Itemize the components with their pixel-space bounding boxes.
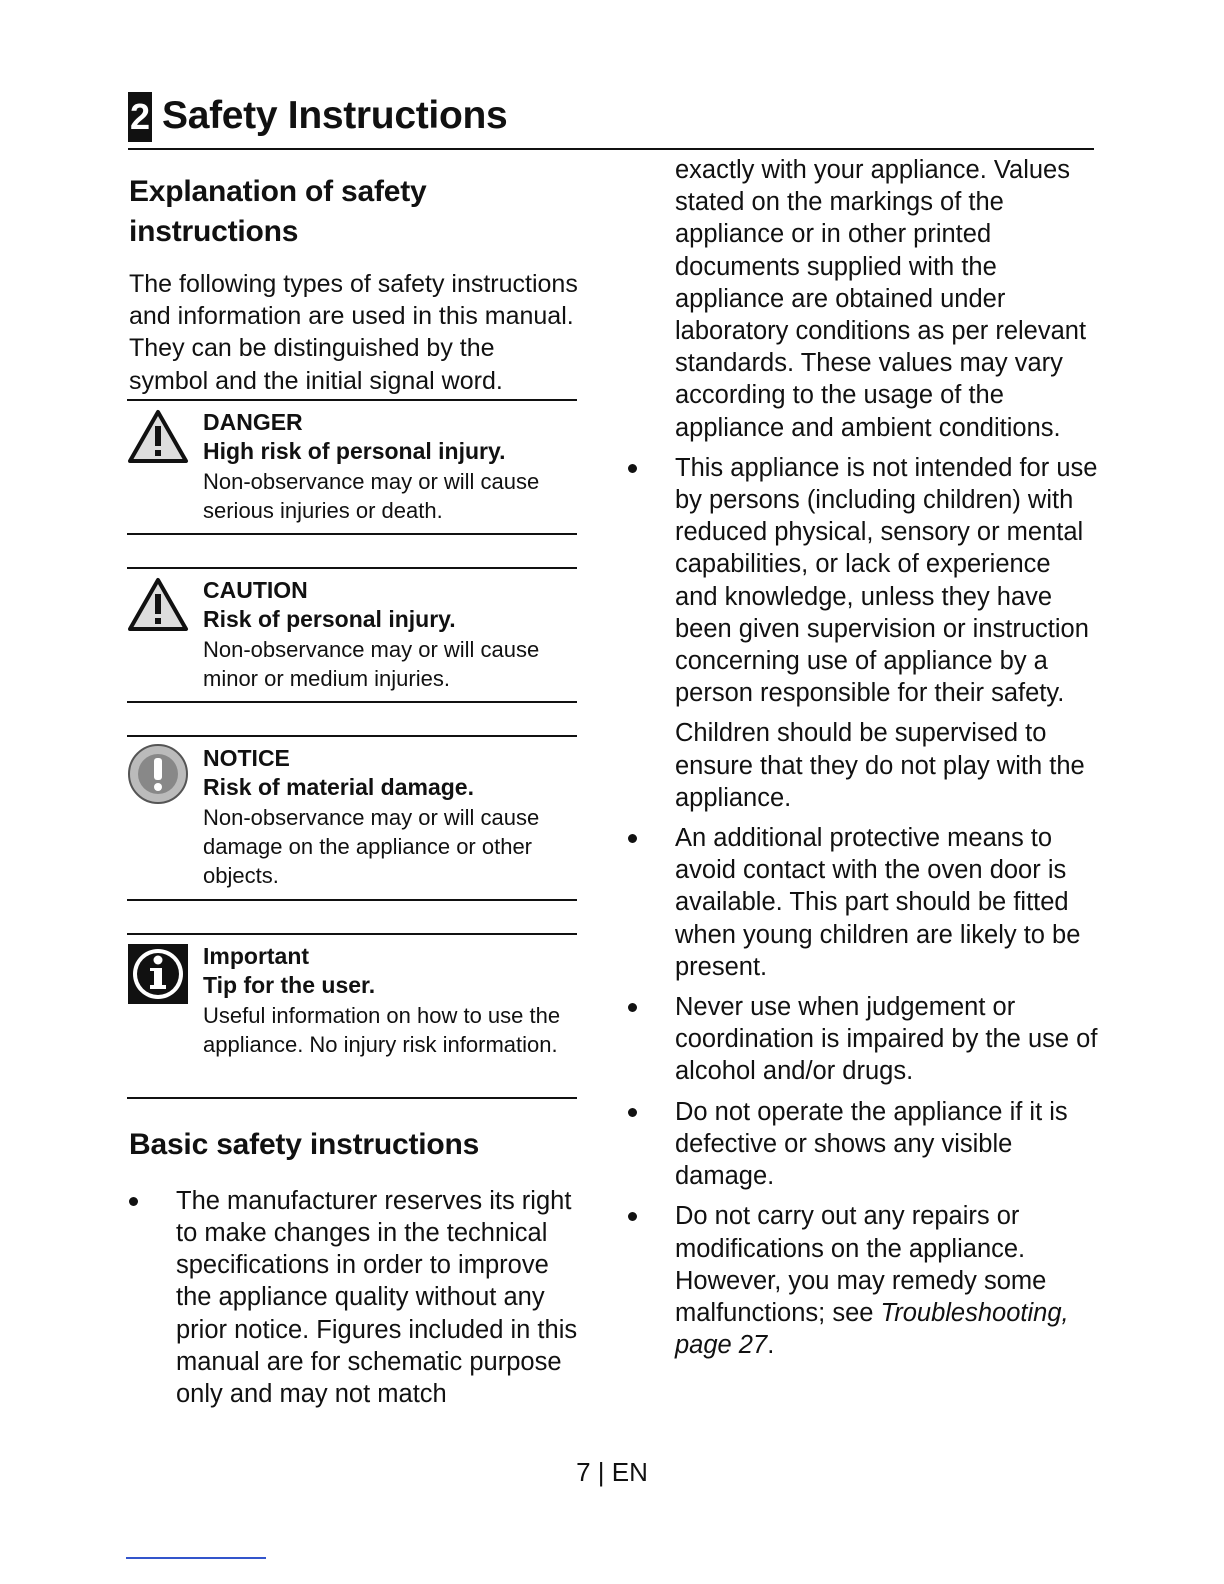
explanation-heading: Explanation of safety instructions bbox=[129, 175, 427, 248]
left-column bbox=[129, 172, 591, 1410]
signal-word-notice: NOTICE bbox=[203, 744, 290, 771]
list-item: This appliance is not intended for use by persons (including children) with reduced physical, sensory or mental capabilities, or lack of experience and knowledge, unless they have been given supervision or instruction concerning use of appliance by a person responsible for their safety. bbox=[628, 452, 1098, 710]
signal-description: Useful information on how to use the appliance. No injury risk information. bbox=[203, 1002, 561, 1058]
caution-block bbox=[127, 567, 577, 703]
basic-safety-list-right bbox=[628, 452, 1098, 710]
page-number: 7 | EN bbox=[576, 1457, 648, 1487]
chapter-header bbox=[128, 92, 1094, 150]
basic-safety-list-right-2 bbox=[628, 822, 1098, 1361]
bullet-icon bbox=[628, 834, 637, 843]
danger-block bbox=[127, 399, 577, 535]
bullet-icon bbox=[628, 1003, 637, 1012]
signal-word-caution: CAUTION bbox=[203, 576, 308, 603]
signal-subtitle: Tip for the user. bbox=[203, 972, 376, 999]
list-item: The manufacturer reserves its right to make changes in the technical specifications in order to improve the appliance quality without any prior notice. Figures included in this manual are for schematic purpose only and may not match bbox=[129, 1185, 591, 1410]
signal-description: Non-observance may or will cause minor or medium injuries. bbox=[203, 636, 540, 692]
list-item: Do not operate the appliance if it is defective or shows any visible damage. bbox=[628, 1096, 1098, 1193]
signal-word-important: Important bbox=[203, 942, 310, 969]
page-title: Safety Instructions bbox=[162, 94, 508, 137]
list-item-continuation: exactly with your appliance. Values stated on the markings of the appliance or in other printed documents supplied with the appliance are obtained under laboratory conditions as per relevant standards. These values may vary according to the usage of the appliance and ambient conditions. bbox=[675, 156, 1087, 442]
list-item: Never use when judgement or coordination is impaired by the use of alcohol and/or drugs. bbox=[628, 991, 1098, 1088]
important-block bbox=[127, 933, 577, 1099]
divider bbox=[126, 1557, 266, 1559]
chapter-number: 2 bbox=[128, 92, 152, 142]
notice-exclamation-icon bbox=[127, 743, 189, 805]
basic-safety-list-left bbox=[129, 1185, 591, 1410]
notice-block bbox=[127, 735, 577, 901]
signal-description: Non-observance may or will cause serious injuries or death. bbox=[203, 468, 540, 524]
warning-triangle-icon bbox=[127, 409, 189, 465]
children-supervision-note: Children should be supervised to ensure that they do not play with the appliance. bbox=[675, 719, 1085, 812]
bullet-icon bbox=[628, 1108, 637, 1117]
explanation-intro: The following types of safety instructions and information are used in this manual. They can be distinguished by the symbol and the initial signal word. bbox=[129, 270, 578, 395]
troubleshooting-reference: Troubleshooting, page 27 bbox=[675, 1298, 1069, 1360]
signal-word-danger: DANGER bbox=[203, 408, 303, 435]
signal-subtitle: Risk of personal injury. bbox=[203, 606, 456, 633]
list-item: An additional protective means to avoid contact with the oven door is available. This part should be fitted when young children are likely to be present. bbox=[628, 822, 1098, 983]
bullet-icon bbox=[628, 1212, 637, 1221]
signal-description: Non-observance may or will cause damage on the appliance or other objects. bbox=[203, 804, 540, 889]
list-item: Do not carry out any repairs or modifications on the appliance. However, you may remedy some malfunctions; see Troubleshooting, page 27. bbox=[628, 1200, 1098, 1361]
signal-subtitle: Risk of material damage. bbox=[203, 774, 474, 801]
bullet-icon bbox=[129, 1197, 138, 1206]
info-icon bbox=[127, 943, 189, 1005]
signal-subtitle: High risk of personal injury. bbox=[203, 438, 506, 465]
right-column bbox=[628, 154, 1098, 1361]
basic-safety-heading: Basic safety instructions bbox=[129, 1127, 480, 1161]
bullet-icon bbox=[628, 464, 637, 473]
warning-triangle-icon bbox=[127, 577, 189, 633]
